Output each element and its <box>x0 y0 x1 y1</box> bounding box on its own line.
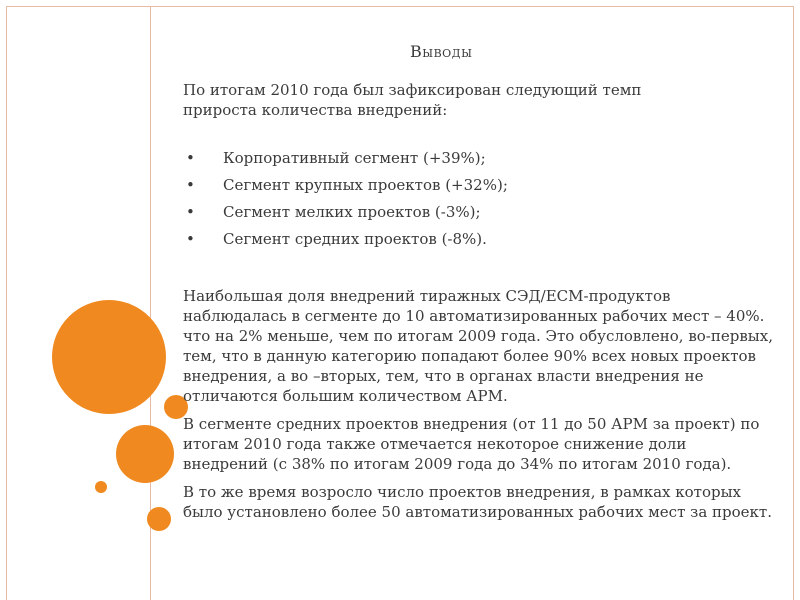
bullet-text: Сегмент средних проектов (-8%). <box>223 230 487 248</box>
bullet-icon: • <box>186 176 195 194</box>
frame-top-border <box>6 6 794 7</box>
bullet-icon: • <box>186 230 195 248</box>
bullet-text: Корпоративный сегмент (+39%); <box>223 149 486 167</box>
decorative-circle-large <box>52 300 166 414</box>
slide-content <box>183 80 783 522</box>
slide-title: Выводы <box>410 42 473 61</box>
bullet-icon: • <box>186 149 195 167</box>
list-item <box>183 229 783 256</box>
bullet-text: Сегмент мелких проектов (-3%); <box>223 203 481 221</box>
frame-left-border <box>6 6 7 600</box>
list-item <box>183 202 783 229</box>
decorative-circle-small <box>147 507 171 531</box>
decorative-circle-tiny <box>95 481 107 493</box>
paragraph: В сегменте средних проектов внедрения (от 11 до 50 АРМ за проект) по итогам 2010 года также отмечается некоторое снижение доли внедрений (с 38% по итогам 2009 года до 34% по итогам 2010 года). <box>183 415 760 473</box>
bullet-icon: • <box>186 203 195 221</box>
decorative-circle-medium <box>116 425 174 483</box>
bullet-text: Сегмент крупных проектов (+32%); <box>223 176 508 194</box>
paragraph: В то же время возросло число проектов внедрения, в рамках которых было установлено более 50 автоматизированных рабочих мест за проект. <box>183 483 772 521</box>
list-item <box>183 148 783 175</box>
bullet-list <box>183 148 783 256</box>
frame-right-border <box>793 6 794 600</box>
intro-text: По итогам 2010 года был зафиксирован следующий темп прироста количества внедрений: <box>183 81 642 119</box>
paragraph: Наибольшая доля внедрений тиражных СЭД/ECM-продуктов наблюдалась в сегменте до 10 автоматизированных рабочих мест – 40%. что на 2% меньше, чем по итогам 2009 года. Это обусловлено, во-первых, тем, что в данную категорию попадают более 90% всех новых проектов внедрения, а во –вторых, тем, что в органах власти внедрения не отличаются большим количеством АРМ. <box>183 287 773 405</box>
list-item <box>183 175 783 202</box>
